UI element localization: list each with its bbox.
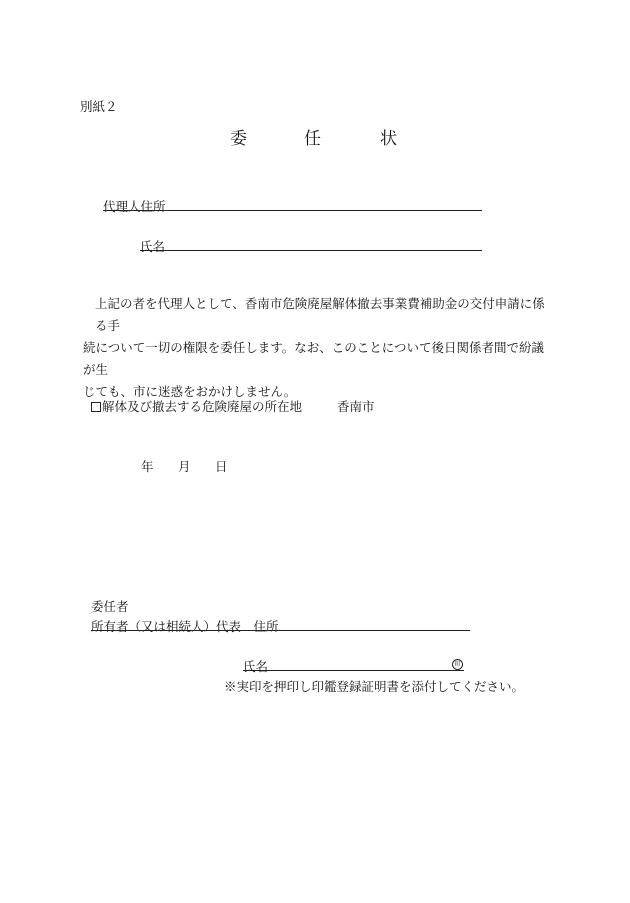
property-location-row bbox=[91, 397, 302, 415]
title-char-3: 状 bbox=[380, 129, 397, 149]
title-char-1: 委 bbox=[230, 129, 247, 149]
statement-line-3: じても、市に迷惑をおかけしません。 bbox=[83, 384, 297, 399]
attachment-label: 別紙２ bbox=[80, 99, 118, 114]
delegation-statement bbox=[83, 293, 553, 403]
property-city: 香南市 bbox=[337, 399, 375, 414]
delegator-name-line bbox=[243, 670, 464, 671]
date-year: 年 bbox=[141, 459, 154, 474]
property-location-label: 解体及び撤去する危険廃屋の所在地 bbox=[102, 399, 303, 414]
delegator-name-label: 氏名 bbox=[243, 659, 269, 674]
agent-address-label: 代理人住所 bbox=[103, 199, 166, 214]
document-title bbox=[0, 124, 630, 148]
agent-name-line bbox=[140, 250, 482, 251]
seal-icon: 印 bbox=[452, 659, 463, 670]
date-day: 日 bbox=[215, 459, 228, 474]
checkbox-icon bbox=[91, 402, 101, 412]
date-month: 月 bbox=[178, 459, 191, 474]
statement-line-1: 上記の者を代理人として、香南市危険廃屋解体撤去事業費補助金の交付申請に係る手 bbox=[95, 296, 545, 333]
agent-name-label: 氏名 bbox=[140, 239, 166, 254]
agent-address-line bbox=[103, 210, 482, 211]
delegator-address-label: 所有者（又は相続人）代表 住所 bbox=[91, 619, 279, 634]
seal-note: ※実印を押印し印鑑登録証明書を添付してください。 bbox=[224, 679, 525, 694]
statement-line-2: 続について一切の権限を委任します。なお、このことについて後日関係者間で紛議が生 bbox=[83, 340, 545, 377]
delegator-address-line bbox=[91, 630, 470, 631]
delegator-heading: 委任者 bbox=[91, 599, 129, 614]
title-char-2: 任 bbox=[304, 129, 321, 149]
